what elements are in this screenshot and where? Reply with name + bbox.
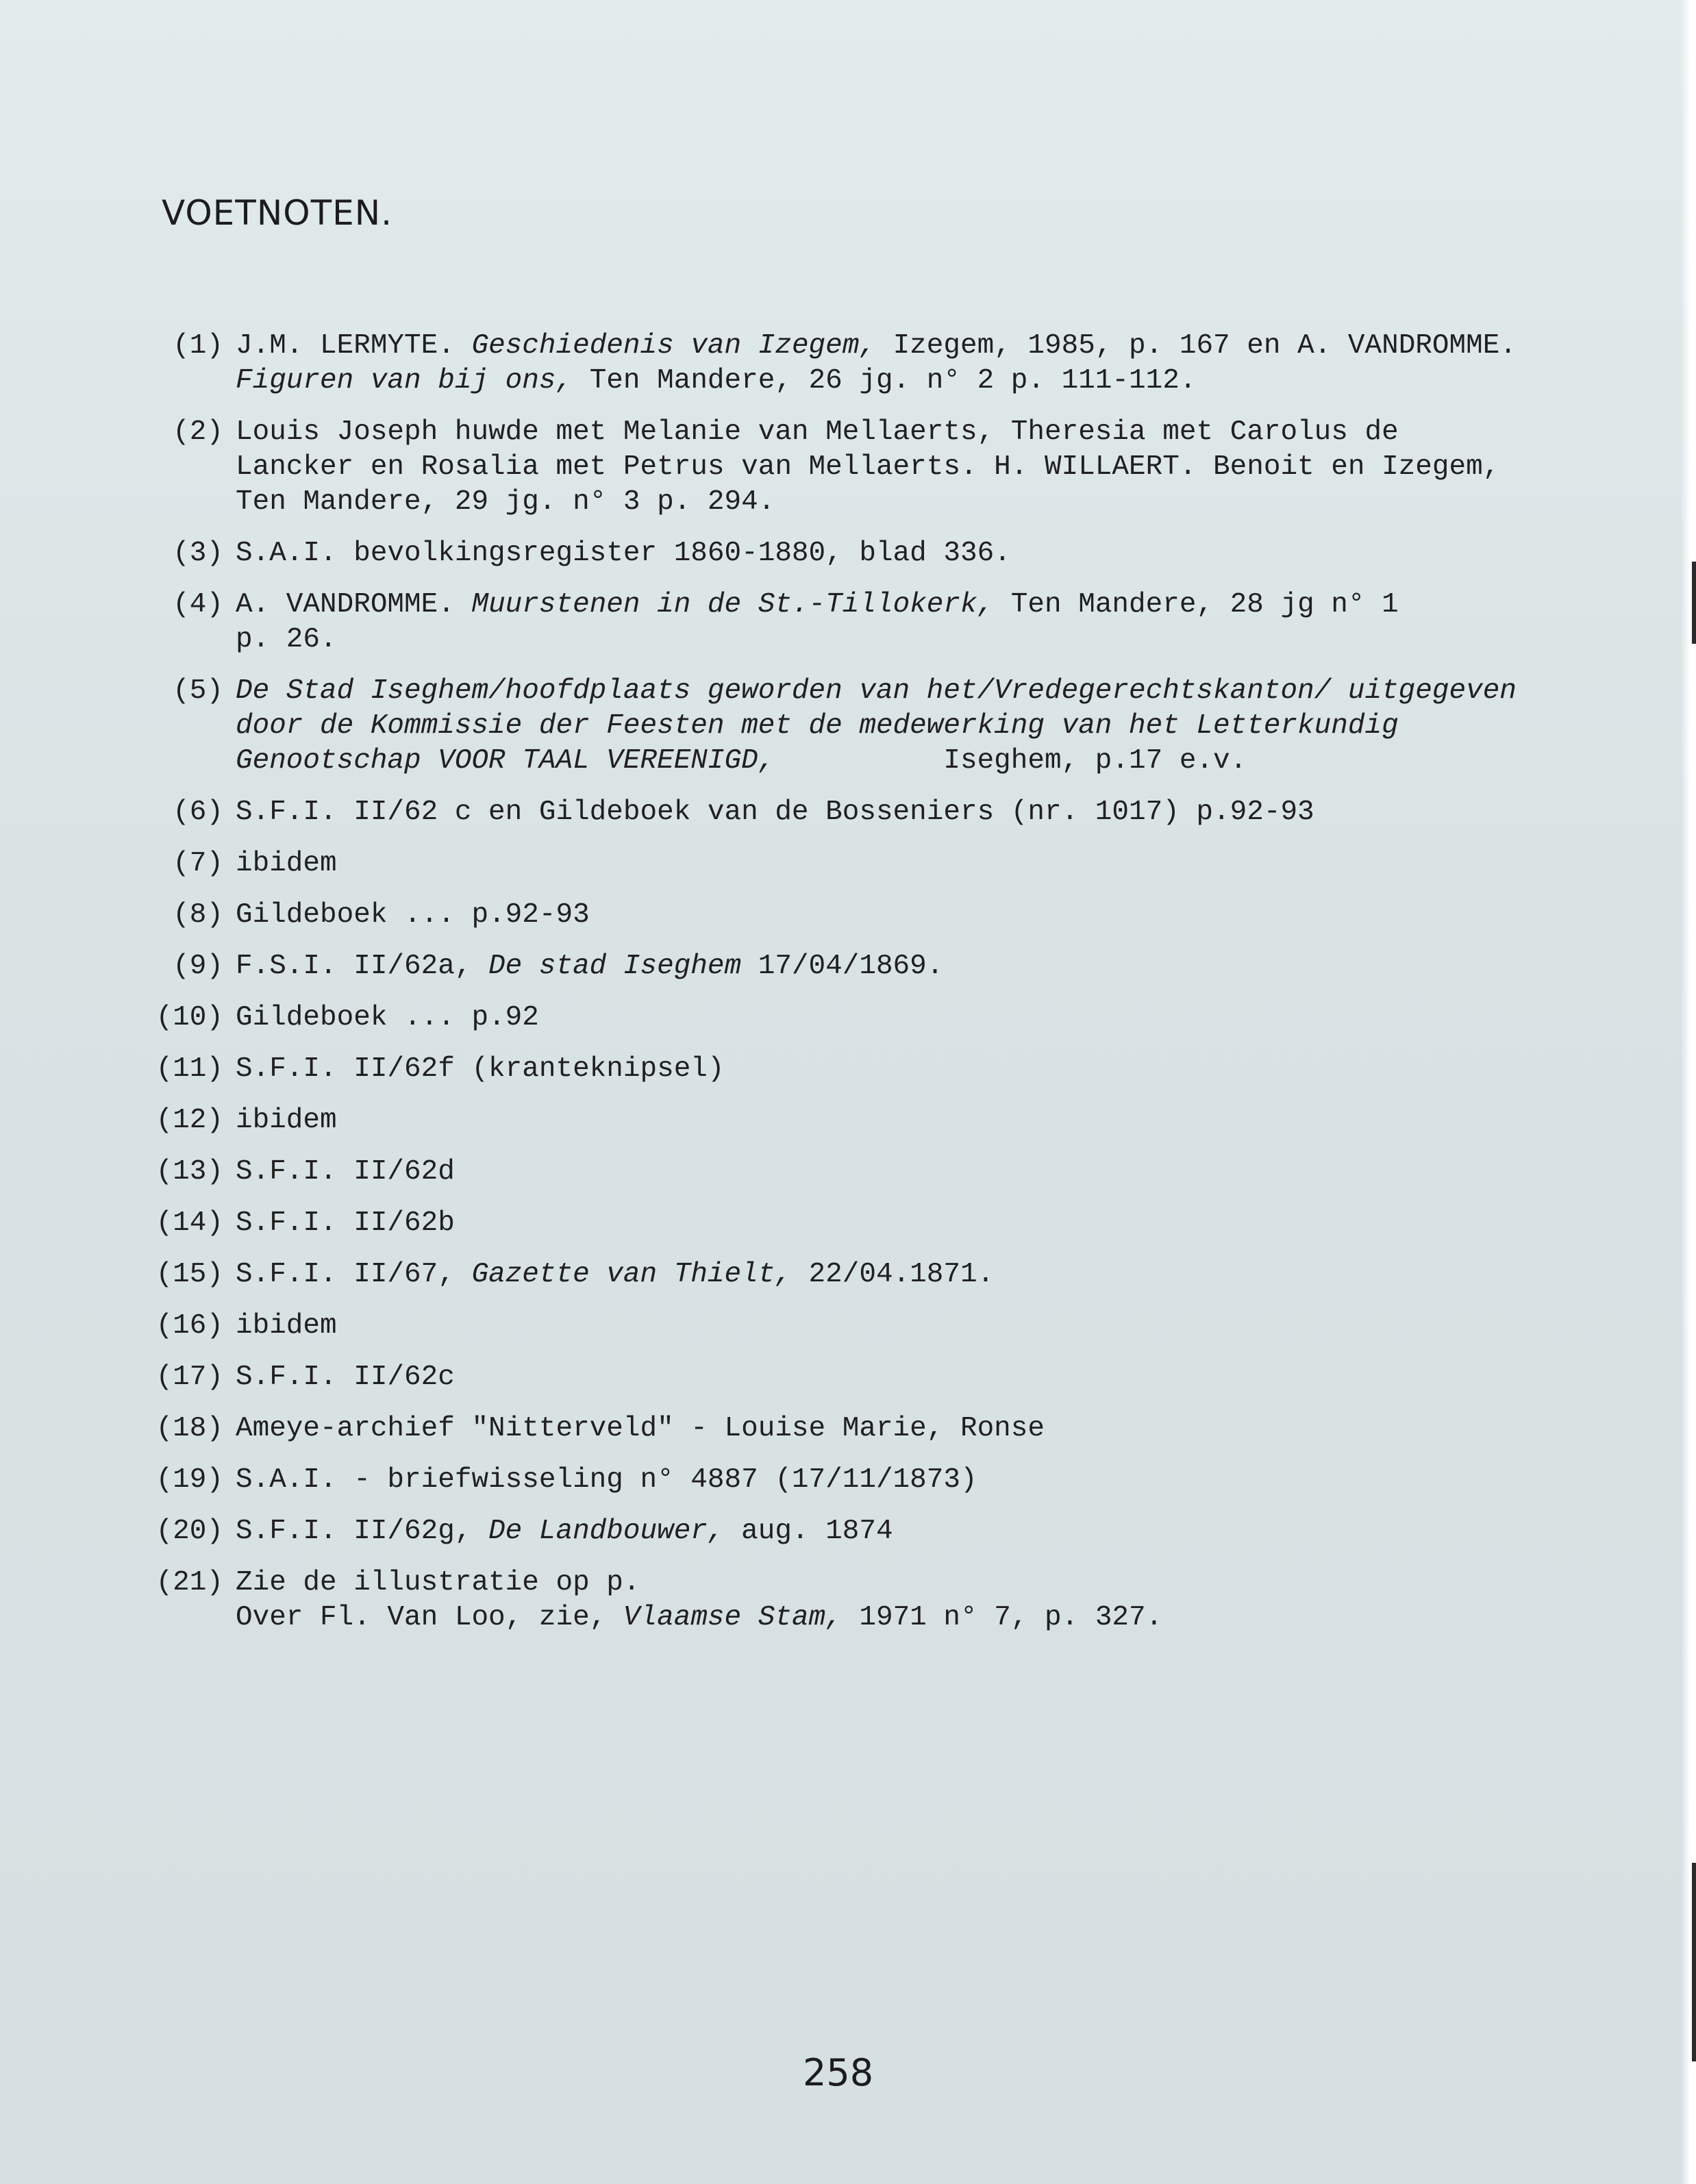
- text-segment: Gildeboek ... p.92-93: [236, 899, 590, 931]
- text-segment: ibidem: [236, 1310, 337, 1342]
- italic-title: De Stad Iseghem/hoofdplaats geworden van het/Vredegerechtskanton/ uitgegeven: [236, 675, 1517, 707]
- footnote-line: [236, 674, 1548, 709]
- text-segment: S.F.I. II/62b: [236, 1207, 455, 1239]
- footnote: [137, 1052, 1548, 1087]
- text-segment: 22/04.1871.: [791, 1259, 995, 1290]
- italic-title: Figuren van bij ons,: [236, 365, 573, 397]
- footnote-number: (9): [173, 951, 223, 982]
- footnote-line: [236, 1001, 1548, 1035]
- footnote-line: [236, 1052, 1548, 1087]
- footnote-text: [236, 329, 1548, 399]
- footnote-text: [236, 1206, 1548, 1241]
- footnote-line: [236, 1463, 1548, 1498]
- italic-title: De stad Iseghem: [488, 951, 742, 982]
- italic-title: De Landbouwer,: [488, 1516, 725, 1547]
- footnote-line: [236, 1514, 1548, 1549]
- page-number: 258: [803, 2051, 874, 2094]
- footnote-text: [236, 1001, 1548, 1035]
- footnote-line: [236, 1206, 1548, 1241]
- footnote-number: (8): [173, 899, 223, 931]
- footnote-number: (6): [173, 796, 223, 828]
- footnote-number: (5): [173, 675, 223, 707]
- footnote: [137, 588, 1548, 657]
- footnote-line: [236, 450, 1548, 485]
- footnote-text: [236, 1411, 1548, 1446]
- text-segment: J.M. LERMYTE.: [236, 330, 472, 362]
- footnote: [137, 1360, 1548, 1395]
- footnote-line: [236, 415, 1548, 450]
- footnote: [137, 1411, 1548, 1446]
- footnote: [137, 949, 1548, 984]
- footnote-line: [236, 1601, 1548, 1635]
- footnote-line: [236, 1360, 1548, 1395]
- footnote-number: (3): [173, 538, 223, 569]
- italic-title: Genootschap VOOR TAAL VEREENIGD,: [236, 745, 775, 777]
- footnote-number: (15): [155, 1259, 223, 1290]
- italic-title: Muurstenen in de St.-Tillokerk,: [471, 589, 995, 620]
- text-segment: 17/04/1869.: [741, 951, 944, 982]
- footnote: [137, 415, 1548, 520]
- footnote: [137, 674, 1548, 779]
- footnote-number: (2): [173, 416, 223, 448]
- footnote-text: [236, 674, 1548, 779]
- text-segment: S.F.I. II/67,: [236, 1259, 472, 1290]
- footnote: [137, 898, 1548, 933]
- footnote-text: [236, 1514, 1548, 1549]
- text-segment: Ten Mandere, 28 jg n° 1: [994, 589, 1399, 620]
- text-segment: Zie de illustratie op p.: [236, 1567, 640, 1598]
- footnote-number: (14): [155, 1207, 223, 1239]
- footnote-text: [236, 415, 1548, 520]
- footnote-line: [236, 744, 1548, 779]
- footnote: [137, 1155, 1548, 1190]
- footnote-text: [236, 1052, 1548, 1087]
- footnote-number: (16): [155, 1310, 223, 1342]
- text-segment: 1971 n° 7, p. 327.: [842, 1602, 1163, 1633]
- scan-edge-mark: [1692, 1863, 1696, 2061]
- text-segment: S.F.I. II/62 c en Gildeboek van de Bosseniers (nr. 1017) p.92-93: [236, 796, 1314, 828]
- footnote-text: [236, 898, 1548, 933]
- footnote-text: [236, 846, 1548, 881]
- text-segment: F.S.I. II/62a,: [236, 951, 489, 982]
- footnote-line: [236, 1411, 1548, 1446]
- footnote-line: [236, 1155, 1548, 1190]
- footnote-number: (11): [155, 1053, 223, 1085]
- page-edge: [1681, 0, 1696, 2184]
- scan-edge-mark: [1692, 562, 1696, 644]
- footnote: [137, 1257, 1548, 1292]
- footnote-line: [236, 1103, 1548, 1138]
- text-segment: p. 26.: [236, 624, 337, 655]
- text-segment: Izegem, 1985, p. 167 en A. VANDROMME.: [875, 330, 1517, 362]
- footnote-text: [236, 1103, 1548, 1138]
- footnote-number: (21): [155, 1567, 223, 1598]
- footnote-text: [236, 1566, 1548, 1635]
- footnote-line: [236, 846, 1548, 881]
- footnote-text: [236, 536, 1548, 571]
- text-segment: Lancker en Rosalia met Petrus van Mellaerts. H. WILLAERT. Benoit en Izegem,: [236, 451, 1500, 483]
- footnote: [137, 1206, 1548, 1241]
- italic-title: Gazette van Thielt,: [471, 1259, 792, 1290]
- footnote-line: [236, 1566, 1548, 1601]
- footnote: [137, 846, 1548, 881]
- text-segment: ibidem: [236, 848, 337, 879]
- footnote-text: [236, 1155, 1548, 1190]
- footnote: [137, 1566, 1548, 1635]
- footnote: [137, 536, 1548, 571]
- footnote-text: [236, 1309, 1548, 1344]
- footnote-text: [236, 1463, 1548, 1498]
- text-segment: Ten Mandere, 29 jg. n° 3 p. 294.: [236, 486, 775, 518]
- footnote-line: [236, 1257, 1548, 1292]
- footnote-number: (18): [155, 1413, 223, 1444]
- footnote-number: (12): [155, 1105, 223, 1136]
- footnote-line: [236, 795, 1548, 830]
- text-segment: A. VANDROMME.: [236, 589, 472, 620]
- footnote-text: [236, 795, 1548, 830]
- footnote: [137, 1001, 1548, 1035]
- footnote-number: (1): [173, 330, 223, 362]
- text-segment: S.F.I. II/62d: [236, 1156, 455, 1188]
- footnote: [137, 329, 1548, 399]
- footnote-line: [236, 623, 1548, 657]
- footnote-number: (13): [155, 1156, 223, 1188]
- footnote-number: (4): [173, 589, 223, 620]
- footnote-number: (7): [173, 848, 223, 879]
- footnote-text: [236, 1257, 1548, 1292]
- footnote-line: [236, 485, 1548, 520]
- italic-title: Vlaamse Stam,: [623, 1602, 843, 1633]
- footnote-number: (19): [155, 1464, 223, 1496]
- text-segment: S.F.I. II/62c: [236, 1361, 455, 1393]
- text-segment: S.A.I. - briefwisseling n° 4887 (17/11/1873): [236, 1464, 977, 1496]
- footnote: [137, 795, 1548, 830]
- footnote-line: [236, 898, 1548, 933]
- footnote: [137, 1514, 1548, 1549]
- footnote: [137, 1309, 1548, 1344]
- text-segment: S.A.I. bevolkingsregister 1860-1880, blad 336.: [236, 538, 1011, 569]
- footnote-number: (10): [155, 1002, 223, 1033]
- text-segment: S.F.I. II/62f (kranteknipsel): [236, 1053, 725, 1085]
- footnote-text: [236, 1360, 1548, 1395]
- text-segment: Ameye-archief "Nitterveld" - Louise Marie, Ronse: [236, 1413, 1045, 1444]
- footnote-number: (20): [155, 1516, 223, 1547]
- footnote-line: [236, 709, 1548, 744]
- footnote: [137, 1103, 1548, 1138]
- italic-title: door de Kommissie der Feesten met de medewerking van het Letterkundig: [236, 710, 1399, 742]
- text-segment: ibidem: [236, 1105, 337, 1136]
- text-segment: Iseghem, p.17 e.v.: [775, 745, 1247, 777]
- footnote-line: [236, 364, 1548, 399]
- text-segment: Over Fl. Van Loo, zie,: [236, 1602, 623, 1633]
- footnote-text: [236, 949, 1548, 984]
- footnote-line: [236, 536, 1548, 571]
- footnote-text: [236, 588, 1548, 657]
- footnote-line: [236, 1309, 1548, 1344]
- page-heading: VOETNOTEN.: [162, 193, 393, 233]
- text-segment: Ten Mandere, 26 jg. n° 2 p. 111-112.: [573, 365, 1197, 397]
- footnote-line: [236, 329, 1548, 364]
- text-segment: Gildeboek ... p.92: [236, 1002, 539, 1033]
- text-segment: Louis Joseph huwde met Melanie van Mellaerts, Theresia met Carolus de: [236, 416, 1399, 448]
- text-segment: aug. 1874: [724, 1516, 893, 1547]
- footnote: [137, 1463, 1548, 1498]
- footnote-line: [236, 949, 1548, 984]
- footnote-line: [236, 588, 1548, 623]
- footnote-list: [137, 329, 1548, 1652]
- text-segment: S.F.I. II/62g,: [236, 1516, 489, 1547]
- italic-title: Geschiedenis van Izegem,: [471, 330, 876, 362]
- footnote-number: (17): [155, 1361, 223, 1393]
